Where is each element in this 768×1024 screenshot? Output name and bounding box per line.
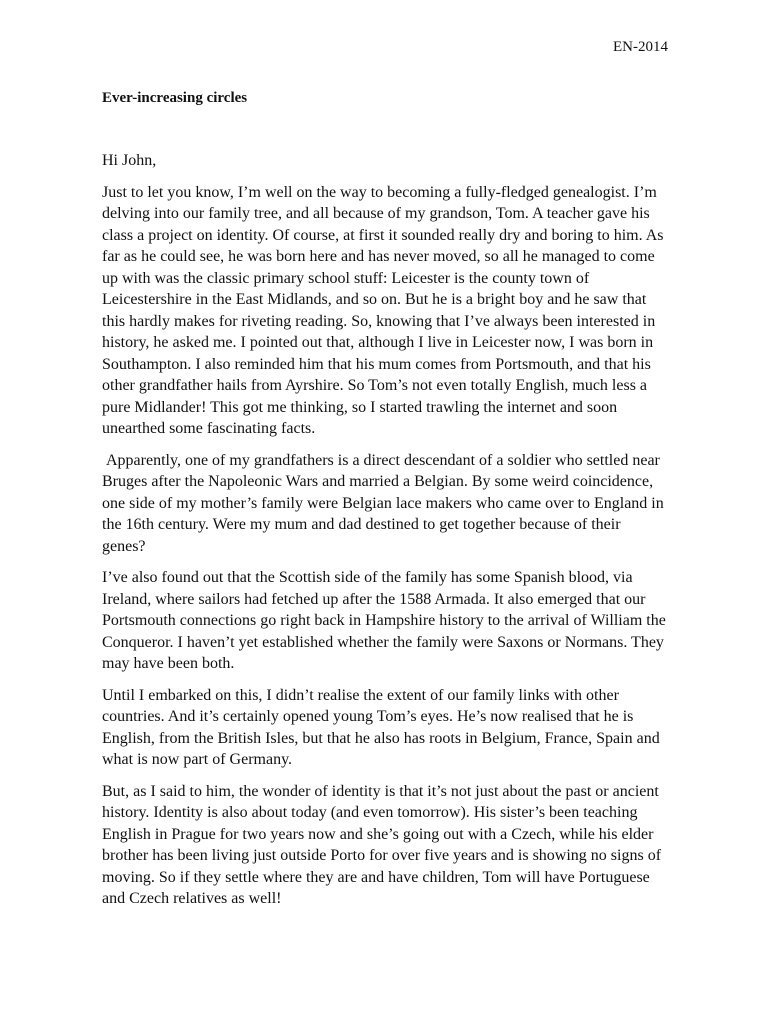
letter-body [102,150,668,920]
letter-paragraph: I’ve also found out that the Scottish side of the family has some Spanish blood, via Ireland, where sailors had fetched up after the 1588 Armada. It also emerged that our Portsmouth connections go right back in Hampshire history to the arrival of William the Conqueror. I haven’t yet established whether the family were Saxons or Normans. They may have been both. [102,569,666,672]
document-title: Ever-increasing circles [102,90,248,106]
letter-greeting: Hi John, [102,152,157,169]
letter-paragraph: Just to let you know, I’m well on the way to becoming a fully-fledged genealogist. I’m delving into our family tree, and all because of my grandson, Tom. A teacher gave his class a project on identity. Of course, at first it sounded really dry and boring to him. As far as he could see, he was born here and has never moved, so all he managed to come up with was the classic primary school stuff: Leicester is the county town of Leicestershire in the East Midlands, and so on. But he is a bright boy and he saw that this hardly makes for riveting reading. So, knowing that I’ve always been interested in history, he asked me. I pointed out that, although I live in Leicester now, I was born in Southampton. I also reminded him that his mum comes from Portsmouth, and that his other grandfather hails from Ayrshire. So Tom’s not even totally English, much less a pure Midlander! This got me thinking, so I started trawling the internet and soon unearthed some fascinating facts. [102,183,664,437]
document-code: EN-2014 [613,39,668,55]
letter-paragraph: Apparently, one of my grandfathers is a direct descendant of a soldier who settled near Bruges after the Napoleonic Wars and married a Belgian. By some weird coincidence, one side of my mother’s family were Belgian lace makers who came over to England in the 16th century. Were my mum and dad destined to get together because of their genes? [102,451,668,555]
letter-paragraph: Until I embarked on this, I didn’t realise the extent of our family links with other countries. And it’s certainly opened young Tom’s eyes. He’s now realised that he is English, from the British Isles, but that he also has roots in Belgium, France, Spain and what is now part of Germany. [102,686,660,768]
letter-paragraph: But, as I said to him, the wonder of identity is that it’s not just about the past or ancient history. Identity is also about today (and even tomorrow). His sister’s been teaching English in Prague for two years now and she’s going out with a Czech, while his elder brother has been living just outside Porto for over five years and is showing no signs of moving. So if they settle where they are and have children, Tom will have Portuguese and Czech relatives as well! [102,782,662,907]
